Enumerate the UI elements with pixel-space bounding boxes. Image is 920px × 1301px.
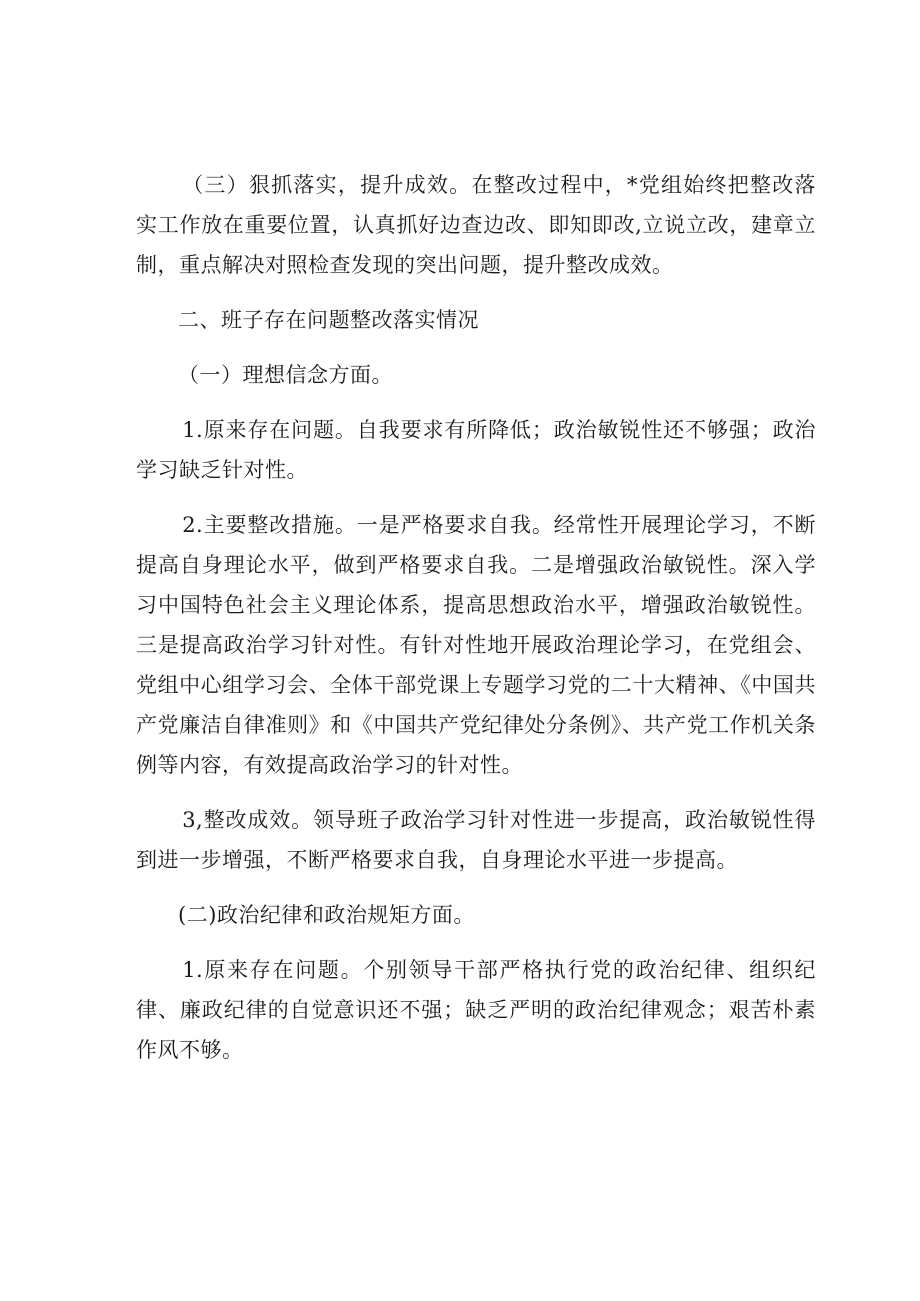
- paragraph-rectification-results: 3,整改成效。领导班子政治学习针对性进一步提高，政治敏锐性得到进一步增强，不断严格要求自我，自身理论水平进一步提高。: [136, 808, 816, 872]
- paragraph-original-issues-2: 1.原来存在问题。个别领导干部严格执行党的政治纪律、组织纪律、廉政纪律的自觉意识还不强；缺乏严明的政治纪律观念；艰苦朴素作风不够。: [136, 958, 816, 1062]
- section-heading-team-issues: 二、班子存在问题整改落实情况: [178, 308, 479, 332]
- subsection-heading-discipline: (二)政治纪律和政治规矩方面。: [178, 903, 475, 927]
- paragraph-rectification-measures: 2.主要整改措施。一是严格要求自我。经常性开展理论学习，不断提高自身理论水平，做到严格要求自我。二是增强政治敏锐性。深入学习中国特色社会主义理论体系，提高思想政治水平，增强政治敏锐性。三是提高政治学习针对性。有针对性地开展政治理论学习，在党组会、党组中心组学习会、全体干部党课上专题学习党的二十大精神、《中国共产党廉洁自律准则》和《中国共产党纪律处分条例》、共产党工作机关条例等内容，有效提高政治学习的针对性。: [136, 513, 816, 777]
- subsection-heading-ideals: （一）理想信念方面。: [178, 363, 393, 387]
- paragraph-implementation-results: （三）狠抓落实，提升成效。在整改过程中，*党组始终把整改落实工作放在重要位置，认真抓好边查边改、即知即改,立说立改，建章立制，重点解决对照检查发现的突出问题，提升整改成效。: [136, 173, 816, 277]
- document-body: [136, 165, 816, 1085]
- paragraph-original-issues-1: 1.原来存在问题。自我要求有所降低；政治敏锐性还不够强；政治学习缺乏针对性。: [136, 418, 816, 482]
